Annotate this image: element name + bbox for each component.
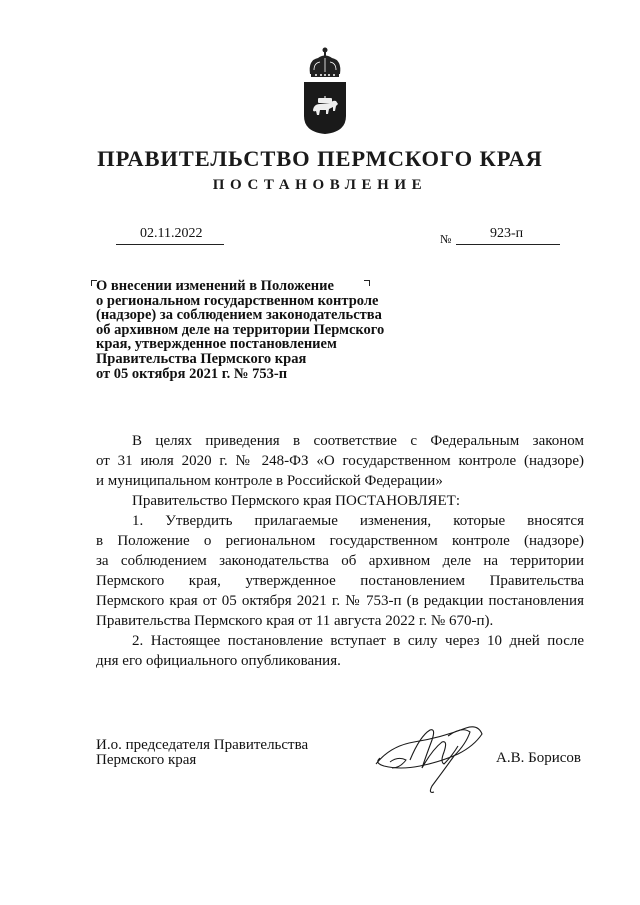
subject-line: об архивном деле на территории Пермского <box>96 321 385 338</box>
body-line: и муниципальном контроле в Российской Федерации» <box>96 473 443 489</box>
document-date: 02.11.2022 <box>140 226 203 241</box>
body-line: дня его официального опубликования. <box>96 653 341 669</box>
subject-line: от 05 октября 2021 г. № 753-п <box>96 365 288 382</box>
body-line: В целях приведения в соответствие с Федеральным законом <box>132 433 584 449</box>
subject-line: о региональном государственном контроле <box>96 292 379 309</box>
organization-title: ПРАВИТЕЛЬСТВО ПЕРМСКОГО КРАЯ <box>97 146 543 171</box>
document-number: 923-п <box>490 226 524 241</box>
document-subject <box>96 279 416 381</box>
number-sign: № <box>440 232 452 246</box>
body-line: Правительства Пермского края от 11 августа 2022 г. № 670-п). <box>96 613 494 629</box>
number-underline <box>456 244 560 245</box>
subject-line: (надзоре) за соблюдением законодательства <box>96 307 382 324</box>
signatory-position-line: Пермского края <box>96 752 197 768</box>
coat-of-arms-emblem <box>302 44 348 134</box>
signatory-position <box>96 738 308 768</box>
body-line: Пермского края от 05 октября 2021 г. № 753-п (в редакции постановления <box>96 593 584 609</box>
body-line: от 31 июля 2020 г. № 248-ФЗ «О государственном контроле (надзоре) <box>96 453 584 469</box>
emblem-icon <box>302 44 348 134</box>
body-line: 1. Утвердить прилагаемые изменения, которые вносятся <box>132 513 584 529</box>
handwritten-signature <box>370 716 494 800</box>
document-type-title: ПОСТАНОВЛЕНИЕ <box>212 177 428 193</box>
body-line: за соблюдением законодательства об архивном деле на территории <box>96 553 584 569</box>
signature-icon <box>370 716 494 800</box>
body-line: 2. Настоящее постановление вступает в силу через 10 дней после <box>132 633 584 649</box>
subject-line: края, утвержденное постановлением <box>96 336 337 353</box>
decree-statement: Правительство Пермского края ПОСТАНОВЛЯЕТ: <box>132 493 461 509</box>
body-line: в Положение о региональном государственном контроле (надзоре) <box>96 533 584 549</box>
body-line: Пермского края, утвержденное постановлением Правительства <box>96 573 584 589</box>
subject-line: Правительства Пермского края <box>96 350 307 367</box>
subject-line: О внесении изменений в Положение <box>96 278 334 294</box>
date-underline <box>116 244 224 245</box>
signatory-position-line: И.о. председателя Правительства <box>96 737 309 753</box>
signatory-name: А.В. Борисов <box>496 750 581 766</box>
